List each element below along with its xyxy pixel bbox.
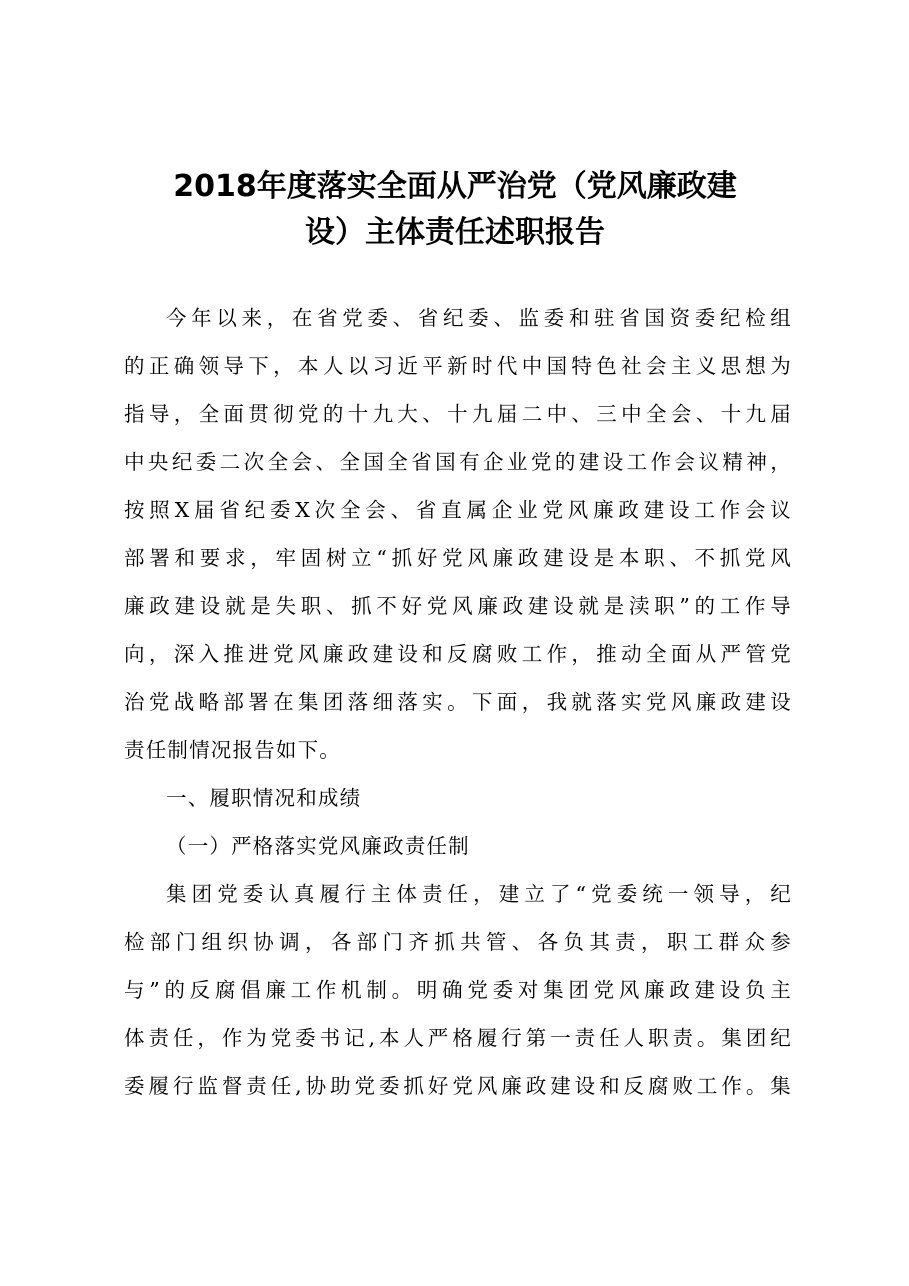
paragraph-line: 责任制情况报告如下。 [124,738,341,762]
title-line-2: 设）主体责任述职报告 [305,215,605,250]
paragraph-line: 检部门组织协调，各部门齐抓共管、各负其责，职工群众参 [124,930,792,954]
paragraph-line: 指导，全面贯彻党的十九大、十九届二中、三中全会、十九届 [124,402,792,426]
section-heading-1: 一、履职情况和成绩 [166,786,362,810]
paragraph-responsibility [124,870,792,1110]
body-section [124,294,792,1110]
paragraph-line: 体责任，作为党委书记,本人严格履行第一责任人职责。集团纪 [124,1026,792,1050]
paragraph-line: 治党战略部署在集团落细落实。下面，我就落实党风廉政建设 [124,690,792,714]
paragraph-line: 集团党委认真履行主体责任，建立了“党委统一领导，纪 [166,882,792,906]
paragraph-line: 中央纪委二次全会、全国全省国有企业党的建设工作会议精神， [124,450,792,474]
paragraph-line: 廉政建设就是失职、抓不好党风廉政建设就是渎职”的工作导 [124,594,792,618]
paragraph-line: 按照X届省纪委X次全会、省直属企业党风廉政建设工作会议 [124,498,792,522]
paragraph-line: 向，深入推进党风廉政建设和反腐败工作，推动全面从严管党 [124,642,792,666]
title-line-1: 2018年度落实全面从严治党（党风廉政建 [173,169,737,204]
paragraph-line: 的正确领导下，本人以习近平新时代中国特色社会主义思想为 [124,354,792,378]
paragraph-intro [124,294,792,774]
document-title [120,164,790,256]
paragraph-line: 委履行监督责任,协助党委抓好党风廉政建设和反腐败工作。集 [124,1074,792,1098]
paragraph-line: 与”的反腐倡廉工作机制。明确党委对集团党风廉政建设负主 [124,978,792,1002]
paragraph-line: 今年以来，在省党委、省纪委、监委和驻省国资委纪检组 [166,306,792,330]
paragraph-line: 部署和要求，牢固树立“抓好党风廉政建设是本职、不抓党风 [124,546,792,570]
section-heading-2: （一）严格落实党风廉政责任制 [166,834,470,858]
